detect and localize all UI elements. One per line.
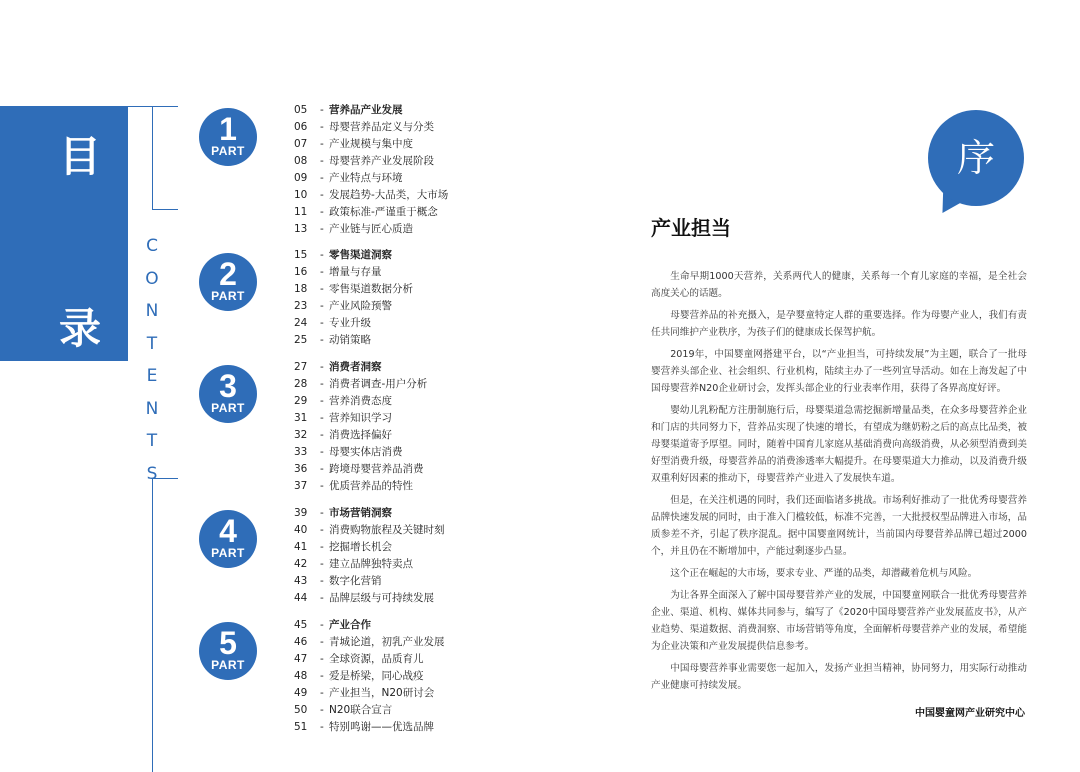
toc-page-number: 31 <box>294 412 308 424</box>
toc-entry-title: 消费购物旅程及关键时刻 <box>329 524 445 536</box>
toc-entry-title: 产业担当，N20研讨会 <box>329 687 435 699</box>
preface-paragraph: 2019年，中国婴童网搭建平台，以“产业担当，可持续发展”为主题，联合了一批母婴营养头部企业、社会组织、行业机构，陆续主办了一些列宣导活动。如在上海发起了中国母婴营养N20企业研讨会，发挥头部企业的行业表率作用，获得了各界高度好评。 <box>651 349 1027 394</box>
toc-entry-title: 发展趋势-大品类，大市场 <box>329 189 449 201</box>
toc-entry-title: 母婴营养产业发展阶段 <box>329 155 434 167</box>
toc-page-number: 48 <box>294 670 308 682</box>
contents-vertical-label <box>144 230 160 490</box>
toc-separator: - <box>320 189 324 201</box>
toc-separator: - <box>320 395 324 407</box>
toc-entry-title: 跨境母婴营养品消费 <box>329 463 424 475</box>
toc-entry-title: 消费者调查-用户分析 <box>329 378 428 390</box>
part-label: PART <box>211 546 245 560</box>
toc-page-number: 16 <box>294 266 308 278</box>
preface-paragraph: 为让各界全面深入了解中国母婴营养产业的发展，中国婴童网联合一批优秀母婴营养企业、渠道、机构、媒体共同参与，编写了《2020中国母婴营养产业发展蓝皮书》，从产业趋势、渠道数据、消费洞察、市场营销等角度，全面解析母婴营养产业的发展，希望能为企业决策和产业发展提供信息参考。 <box>651 590 1027 652</box>
toc-separator: - <box>320 104 324 116</box>
toc-separator: - <box>320 429 324 441</box>
preface-title: 产业担当 <box>651 216 731 240</box>
toc-entry-title: 营养知识学习 <box>329 412 392 424</box>
toc-entry-title: 建立品牌独特卖点 <box>329 558 413 570</box>
toc-separator: - <box>320 266 324 278</box>
toc-separator: - <box>320 480 324 492</box>
contents-letter: N <box>145 301 159 321</box>
preface-paragraph: 婴幼儿乳粉配方注册制施行后，母婴渠道急需挖掘新增量品类，在众多母婴营养企业和门店的共同努力下，营养品实现了快速的增长，有望成为继奶粉之后的高点比品类，被母婴渠道寄予厚望。同时，随着中国育儿家庭从基础消费向高级消费，从必须型消费到美好型消费升级，母婴营养品的消费渗透率大幅提升。在母婴渠道大力推动，以及消费升级双重利好因素的推动下，母婴营养产业进入了发展快车道。 <box>651 405 1027 484</box>
toc-page-number: 36 <box>294 463 308 475</box>
toc-entry[interactable] <box>294 685 494 702</box>
toc-entry-title: 优质营养品的特性 <box>329 480 413 492</box>
divider-line-top <box>152 106 153 209</box>
part-number: 2 <box>219 256 237 292</box>
toc-separator: - <box>320 283 324 295</box>
toc-page-number: 05 <box>294 104 308 116</box>
toc-entry-title: 增量与存量 <box>329 266 382 278</box>
toc-entry[interactable] <box>294 702 494 719</box>
toc-entry-title: 营养品产业发展 <box>329 104 403 116</box>
toc-entry[interactable] <box>294 315 494 332</box>
preface-body <box>651 268 1027 699</box>
divider-line-top-tick <box>128 106 178 107</box>
toc-section-3 <box>294 359 494 495</box>
toc-separator: - <box>320 138 324 150</box>
toc-separator: - <box>320 446 324 458</box>
toc-entry-title: 动销策略 <box>329 334 371 346</box>
toc-page-number: 27 <box>294 361 308 373</box>
toc-page-number: 29 <box>294 395 308 407</box>
toc-entry-title: 爱是桥梁，同心战疫 <box>329 670 424 682</box>
toc-entry-title: 青城论道，初乳产业发展 <box>329 636 445 648</box>
toc-entry-title: 零售渠道数据分析 <box>329 283 413 295</box>
toc-entry[interactable] <box>294 153 494 170</box>
preface-badge: 序 <box>928 110 1024 206</box>
toc-page-number: 41 <box>294 541 308 553</box>
toc-page-number: 40 <box>294 524 308 536</box>
toc-entry[interactable] <box>294 522 494 539</box>
toc-entry-title: 母婴实体店消费 <box>329 446 403 458</box>
part-number: 1 <box>219 111 237 147</box>
toc-section-1 <box>294 102 494 238</box>
part-1-badge <box>199 108 257 166</box>
toc-separator: - <box>320 636 324 648</box>
toc-separator: - <box>320 300 324 312</box>
toc-section-5 <box>294 617 494 736</box>
part-label: PART <box>211 658 245 672</box>
contents-letter: T <box>146 431 158 451</box>
toc-page-number: 11 <box>294 206 308 218</box>
toc-entry-title: 挖掘增长机会 <box>329 541 392 553</box>
contents-letter: C <box>146 236 158 256</box>
divider-line-mid-tick <box>152 209 178 210</box>
toc-entry-title: 全球资源，品质育儿 <box>329 653 424 665</box>
toc-separator: - <box>320 704 324 716</box>
toc-separator: - <box>320 317 324 329</box>
toc-separator: - <box>320 463 324 475</box>
toc-section-2 <box>294 247 494 349</box>
toc-separator: - <box>320 121 324 133</box>
toc-separator: - <box>320 361 324 373</box>
toc-entry-title: 消费选择偏好 <box>329 429 392 441</box>
toc-entry-title: 零售渠道洞察 <box>329 249 392 261</box>
part-label: PART <box>211 144 245 158</box>
preface-paragraph: 中国母婴营养事业需要您一起加入，发扬产业担当精神，协同努力，用实际行动推动产业健康可持续发展。 <box>651 663 1027 691</box>
toc-page-number: 42 <box>294 558 308 570</box>
toc-separator: - <box>320 687 324 699</box>
part-number: 5 <box>219 625 237 661</box>
toc-separator: - <box>320 206 324 218</box>
toc-page-number: 49 <box>294 687 308 699</box>
toc-entry[interactable] <box>294 461 494 478</box>
toc-entry-title: 营养消费态度 <box>329 395 392 407</box>
preface-paragraph: 母婴营养品的补充摄入，是孕婴童特定人群的重要选择。作为母婴产业人，我们有责任共同维护产业秩序，为孩子们的健康成长保驾护航。 <box>651 310 1027 338</box>
toc-entry-title: 数字化营销 <box>329 575 382 587</box>
toc-page-number: 10 <box>294 189 308 201</box>
divider-line-bottom <box>152 478 153 772</box>
toc-page-number: 32 <box>294 429 308 441</box>
part-label: PART <box>211 289 245 303</box>
toc-separator: - <box>320 558 324 570</box>
toc-page-number: 23 <box>294 300 308 312</box>
toc-section-4 <box>294 505 494 607</box>
toc-section-heading[interactable] <box>294 505 494 522</box>
toc-page-number: 09 <box>294 172 308 184</box>
toc-page-number: 08 <box>294 155 308 167</box>
part-2-badge <box>199 253 257 311</box>
toc-entry[interactable] <box>294 668 494 685</box>
toc-entry[interactable] <box>294 204 494 221</box>
toc-entry-title: 专业升级 <box>329 317 371 329</box>
toc-entry[interactable] <box>294 170 494 187</box>
toc-page-number: 07 <box>294 138 308 150</box>
toc-separator: - <box>320 541 324 553</box>
toc-section-heading[interactable] <box>294 359 494 376</box>
toc-entry-title: N20联合宣言 <box>329 704 393 716</box>
toc-page-number: 06 <box>294 121 308 133</box>
toc-section-heading[interactable] <box>294 102 494 119</box>
toc-page-number: 47 <box>294 653 308 665</box>
toc-entry[interactable] <box>294 332 494 349</box>
part-5-badge <box>199 622 257 680</box>
preface-paragraph: 生命早期1000天营养，关系两代人的健康，关系每一个育儿家庭的幸福，是全社会高度关心的话题。 <box>651 271 1027 299</box>
contents-letter: E <box>146 366 158 386</box>
preface-paragraph: 但是，在关注机遇的同时，我们还面临诸多挑战。市场利好推动了一批优秀母婴营养品牌快速发展的同时，由于准入门槛较低，标准不完善，一大批授权型品牌进入市场，品质参差不齐，引起了秩序混乱。据中国婴童网统计，当前国内母婴营养品牌已超过2000个，并且仍在不断增加中，产能过剩逐步凸显。 <box>651 495 1027 557</box>
toc-separator: - <box>320 334 324 346</box>
toc-entry[interactable] <box>294 264 494 281</box>
toc-page-number: 39 <box>294 507 308 519</box>
toc-entry[interactable] <box>294 393 494 410</box>
toc-entry-title: 产业链与匠心质造 <box>329 223 413 235</box>
toc-separator: - <box>320 619 324 631</box>
contents-title-char-1: 目 <box>58 132 101 181</box>
toc-page-number: 33 <box>294 446 308 458</box>
toc-page-number: 50 <box>294 704 308 716</box>
toc-entry[interactable] <box>294 478 494 495</box>
toc-entry[interactable] <box>294 281 494 298</box>
toc-separator: - <box>320 172 324 184</box>
part-3-badge <box>199 365 257 423</box>
toc-entry-title: 产业合作 <box>329 619 371 631</box>
toc-page-number: 13 <box>294 223 308 235</box>
contents-letter: S <box>146 463 158 484</box>
toc-separator: - <box>320 575 324 587</box>
toc-page-number: 15 <box>294 249 308 261</box>
toc-separator: - <box>320 653 324 665</box>
toc-separator: - <box>320 592 324 604</box>
toc-page-number: 45 <box>294 619 308 631</box>
toc-entry[interactable] <box>294 719 494 736</box>
contents-letter: T <box>146 333 158 354</box>
toc-entry[interactable] <box>294 376 494 393</box>
contents-letter: N <box>145 398 159 419</box>
toc-page-number: 25 <box>294 334 308 346</box>
part-number: 3 <box>219 368 237 404</box>
toc-entry[interactable] <box>294 590 494 607</box>
toc-entry-title: 特别鸣谢——优选品牌 <box>329 721 434 733</box>
toc-page-number: 37 <box>294 480 308 492</box>
toc-entry[interactable] <box>294 444 494 461</box>
toc-separator: - <box>320 524 324 536</box>
toc-separator: - <box>320 721 324 733</box>
toc-entry[interactable] <box>294 187 494 204</box>
toc-page-number: 18 <box>294 283 308 295</box>
toc-entry[interactable] <box>294 410 494 427</box>
toc-page-number: 46 <box>294 636 308 648</box>
preface-signature: 中国婴童网产业研究中心 <box>915 708 1025 719</box>
toc-entry[interactable] <box>294 427 494 444</box>
toc-page-number: 43 <box>294 575 308 587</box>
toc-entry[interactable] <box>294 651 494 668</box>
toc-entry-title: 市场营销洞察 <box>329 507 392 519</box>
toc-entry[interactable] <box>294 298 494 315</box>
toc-section-heading[interactable] <box>294 617 494 634</box>
toc-entry[interactable] <box>294 634 494 651</box>
toc-separator: - <box>320 223 324 235</box>
toc-entry[interactable] <box>294 573 494 590</box>
toc-separator: - <box>320 507 324 519</box>
toc-entry-title: 产业规模与集中度 <box>329 138 413 150</box>
toc-separator: - <box>320 670 324 682</box>
toc-separator: - <box>320 249 324 261</box>
toc-entry[interactable] <box>294 556 494 573</box>
toc-entry-title: 政策标准-严谨重于概念 <box>329 206 438 218</box>
toc-entry[interactable] <box>294 539 494 556</box>
toc-separator: - <box>320 155 324 167</box>
toc-page-number: 44 <box>294 592 308 604</box>
toc-entry[interactable] <box>294 221 494 238</box>
toc-separator: - <box>320 412 324 424</box>
part-number: 4 <box>219 513 237 549</box>
toc-entry-title: 产业特点与环境 <box>329 172 403 184</box>
contents-title-char-2: 录 <box>58 304 101 353</box>
toc-entry[interactable] <box>294 136 494 153</box>
toc-page-number: 28 <box>294 378 308 390</box>
toc-entry[interactable] <box>294 119 494 136</box>
toc-page-number: 24 <box>294 317 308 329</box>
part-label: PART <box>211 401 245 415</box>
toc-entry-title: 消费者洞察 <box>329 361 382 373</box>
toc-entry-title: 品牌层级与可持续发展 <box>329 592 434 604</box>
contents-letter: O <box>145 268 159 289</box>
toc-entry-title: 产业风险预警 <box>329 300 392 312</box>
toc-entry-title: 母婴营养品定义与分类 <box>329 121 434 133</box>
toc-separator: - <box>320 378 324 390</box>
part-4-badge <box>199 510 257 568</box>
toc-section-heading[interactable] <box>294 247 494 264</box>
preface-paragraph: 这个正在崛起的大市场，要求专业、严谨的品类，却潜藏着危机与风险。 <box>670 568 978 579</box>
toc-page-number: 51 <box>294 721 308 733</box>
